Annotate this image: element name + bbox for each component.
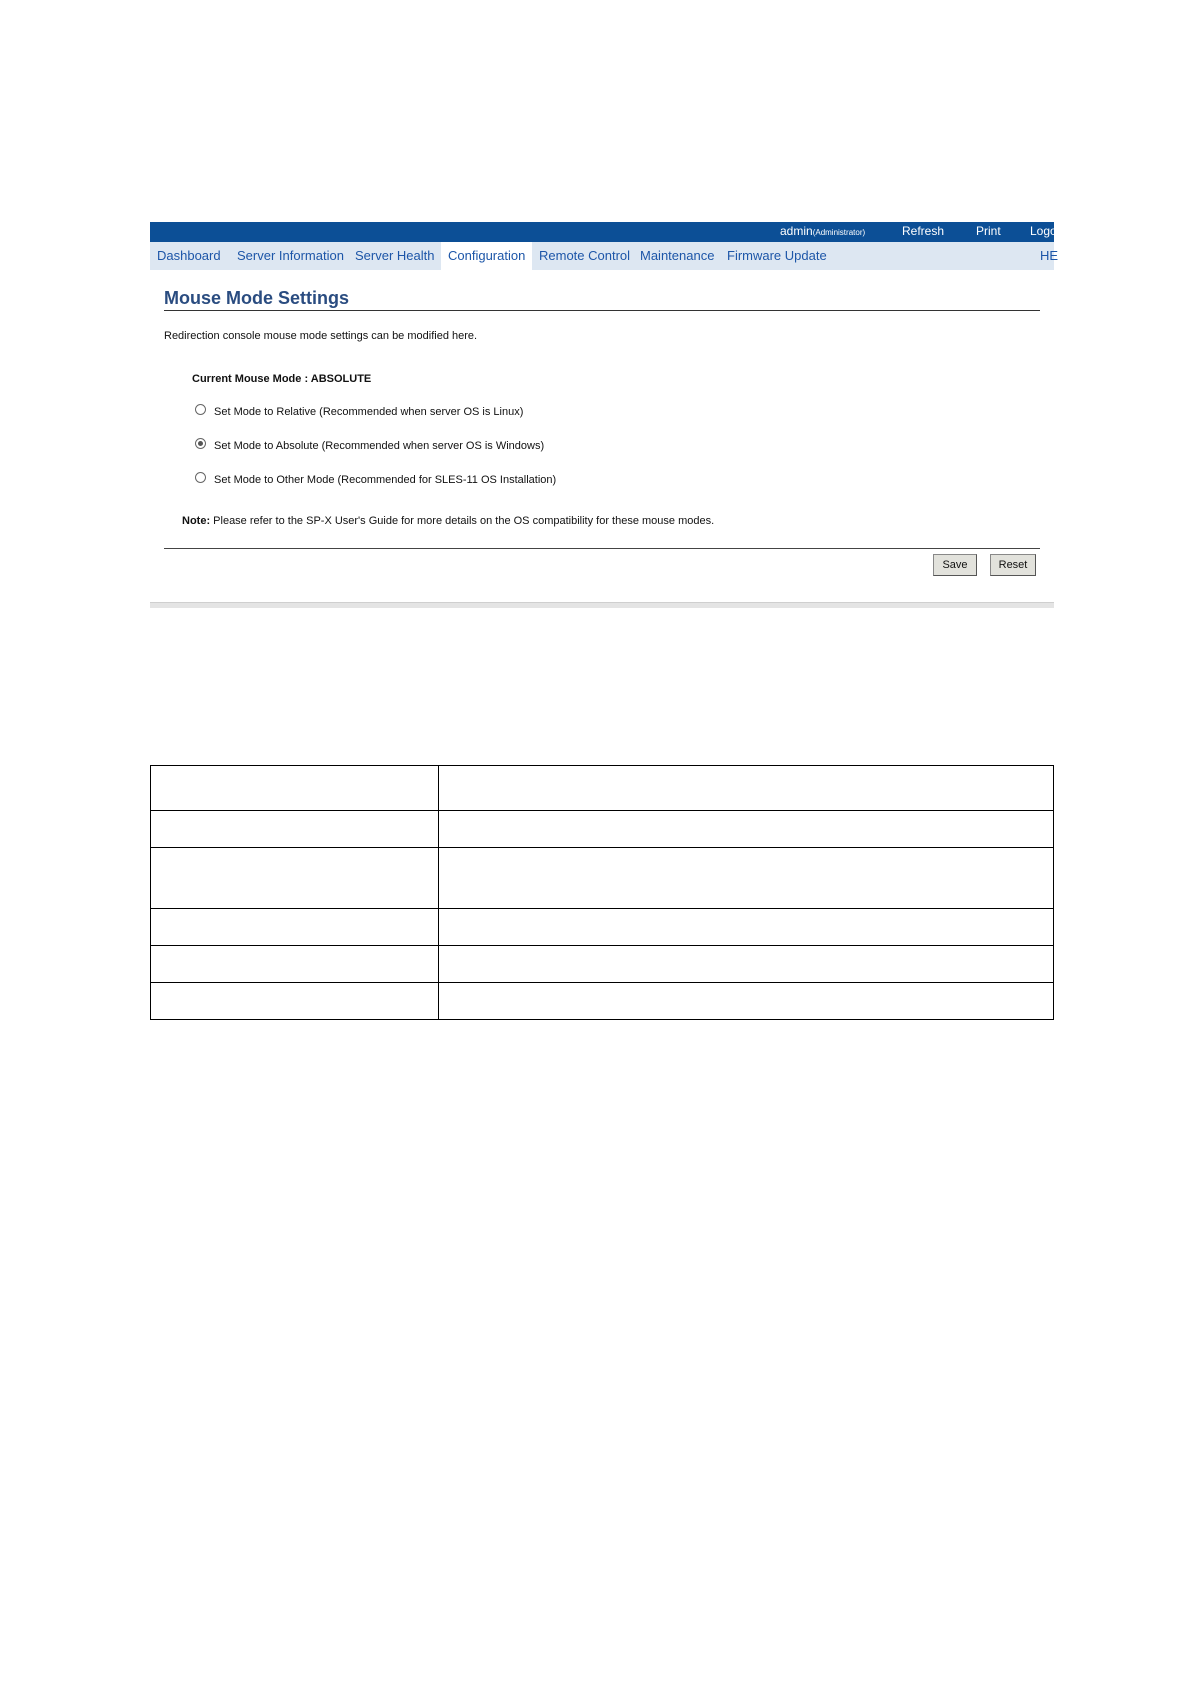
screenshot-window <box>150 222 1059 610</box>
note-label: Note: <box>182 515 211 527</box>
reset-button[interactable]: Reset <box>990 554 1036 576</box>
option-relative[interactable] <box>195 406 523 418</box>
table-cell <box>439 848 1054 909</box>
tab-firmware-update[interactable]: Firmware Update <box>727 248 827 263</box>
form-divider <box>164 548 1040 549</box>
note-body: Please refer to the SP-X User's Guide for more details on the OS compatibility for these mouse modes. <box>210 515 715 527</box>
user-name: admin <box>780 224 813 238</box>
table-row <box>151 946 1054 983</box>
logout-link[interactable]: Logo <box>1030 224 1057 238</box>
option-absolute-label: Set Mode to Absolute (Recommended when server OS is Windows) <box>214 440 545 452</box>
page-description: Redirection console mouse mode settings can be modified here. <box>164 330 478 342</box>
main-nav <box>150 242 1059 270</box>
print-link[interactable]: Print <box>976 224 1001 238</box>
radio-absolute[interactable] <box>195 438 206 449</box>
table-cell <box>439 811 1054 848</box>
current-mouse-mode: Current Mouse Mode : ABSOLUTE <box>192 373 372 385</box>
table-cell <box>151 766 439 811</box>
radio-other[interactable] <box>195 472 206 483</box>
option-relative-label: Set Mode to Relative (Recommended when server OS is Linux) <box>214 406 524 418</box>
table-row <box>151 848 1054 909</box>
table-row <box>151 766 1054 811</box>
tab-remote-control[interactable]: Remote Control <box>539 248 631 263</box>
top-bar <box>150 222 1057 242</box>
save-button[interactable]: Save <box>933 554 977 576</box>
empty-table <box>150 765 1054 1020</box>
footer-bar <box>150 602 1054 608</box>
page-title: Mouse Mode Settings <box>164 288 350 308</box>
user-indicator <box>780 224 865 238</box>
refresh-link[interactable]: Refresh <box>902 224 945 238</box>
tab-server-health[interactable]: Server Health <box>355 248 435 263</box>
table-cell <box>151 848 439 909</box>
tab-server-information[interactable]: Server Information <box>237 248 344 263</box>
table-cell <box>439 946 1054 983</box>
note-text <box>182 515 714 527</box>
table-cell <box>151 983 439 1020</box>
help-link[interactable]: HE <box>1040 248 1059 263</box>
table-cell <box>439 766 1054 811</box>
user-role: (Administrator) <box>812 228 866 237</box>
option-other[interactable] <box>195 474 556 486</box>
tab-configuration[interactable]: Configuration <box>441 242 532 270</box>
option-other-label: Set Mode to Other Mode (Recommended for SLES-11 OS Installation) <box>214 474 557 486</box>
table-row <box>151 811 1054 848</box>
table-cell <box>151 946 439 983</box>
table-cell <box>439 983 1054 1020</box>
table-row <box>151 909 1054 946</box>
table-cell <box>439 909 1054 946</box>
option-absolute[interactable] <box>195 440 544 452</box>
tab-dashboard[interactable]: Dashboard <box>157 248 221 263</box>
table-cell <box>151 811 439 848</box>
table-row <box>151 983 1054 1020</box>
radio-relative[interactable] <box>195 404 206 415</box>
table-cell <box>151 909 439 946</box>
tab-maintenance[interactable]: Maintenance <box>640 248 715 263</box>
title-divider <box>164 310 1040 311</box>
